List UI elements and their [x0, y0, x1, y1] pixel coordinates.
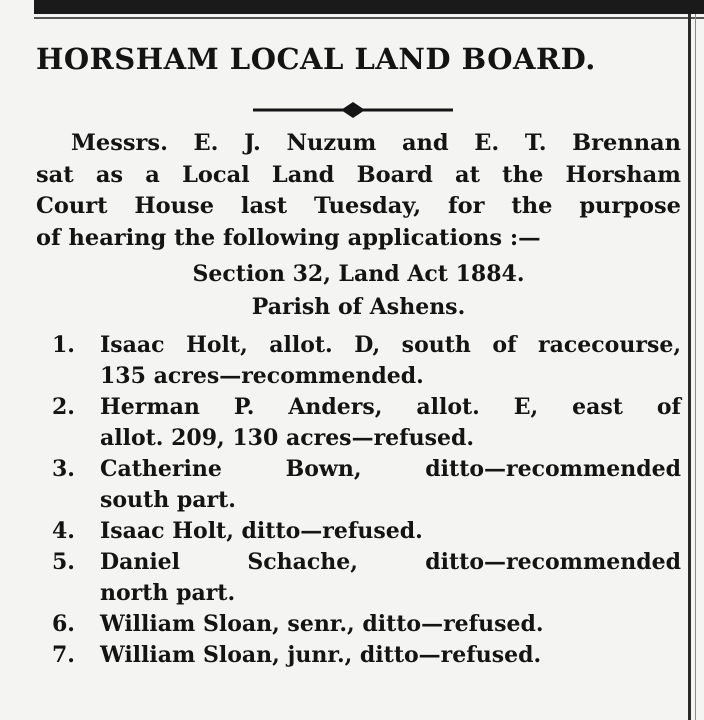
item-number: 6.	[52, 611, 75, 637]
intro-line: sat as a Local Land Board at the Horsham	[36, 161, 681, 188]
list-item	[36, 392, 681, 454]
applications-list	[36, 330, 681, 671]
intro-line: Messrs. E. J. Nuzum and E. T. Brennan	[71, 130, 681, 156]
item-line: allot. 209, 130 acres—refused.	[100, 425, 475, 451]
item-number: 3.	[52, 456, 75, 482]
list-item	[36, 454, 681, 516]
section-heading: Section 32, Land Act 1884.	[192, 261, 525, 287]
item-line: Herman P. Anders, allot. E, east of	[100, 394, 681, 420]
list-item	[36, 330, 681, 392]
diamond-rule-ornament-icon	[253, 100, 453, 120]
item-line: Isaac Holt, ditto—refused.	[100, 518, 423, 544]
item-number: 1.	[52, 332, 75, 358]
list-item	[36, 516, 681, 547]
item-number: 2.	[52, 394, 75, 420]
item-line: 135 acres—recommended.	[100, 363, 424, 389]
list-item	[36, 547, 681, 609]
intro-line: of hearing the following applications :—	[36, 224, 541, 251]
list-item	[36, 609, 681, 640]
item-line: Daniel Schache, ditto—recommended	[100, 549, 681, 575]
article-body	[36, 128, 681, 671]
top-rule-thin	[34, 17, 704, 19]
item-line: William Sloan, junr., ditto—refused.	[100, 642, 542, 668]
item-number: 4.	[52, 518, 75, 544]
item-number: 7.	[52, 642, 75, 668]
column-rule-thin	[695, 14, 696, 720]
item-line: Isaac Holt, allot. D, south of racecourse,	[100, 332, 681, 358]
article-headline: HORSHAM LOCAL LAND BOARD.	[36, 42, 596, 76]
item-line: Catherine Bown, ditto—recommended	[100, 456, 681, 482]
item-line: William Sloan, senr., ditto—refused.	[100, 611, 544, 637]
parish-heading: Parish of Ashens.	[251, 294, 466, 320]
item-number: 5.	[52, 549, 75, 575]
intro-line: Court House last Tuesday, for the purpose	[36, 193, 681, 219]
list-item	[36, 640, 681, 671]
top-rule	[34, 0, 704, 14]
item-line: south part.	[100, 487, 236, 513]
column-rule	[688, 14, 691, 720]
intro-paragraph	[36, 128, 681, 254]
item-line: north part.	[100, 580, 236, 606]
